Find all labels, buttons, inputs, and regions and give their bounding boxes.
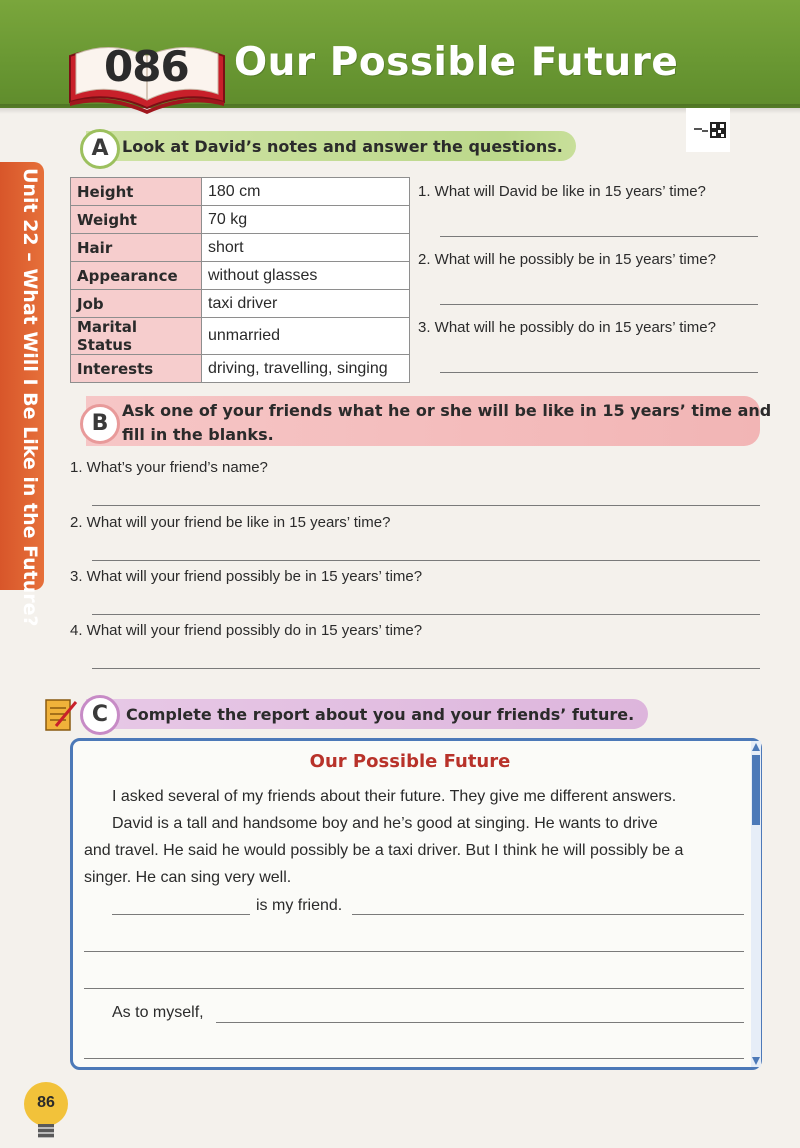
- answer-line[interactable]: [92, 560, 760, 561]
- table-row: [71, 318, 410, 355]
- section-b-question-4: 4. What will your friend possibly do in 15 years’ time?: [70, 622, 423, 639]
- table-row: [71, 234, 410, 262]
- qr-code-icon[interactable]: [686, 108, 730, 152]
- section-b-badge: B: [80, 404, 120, 444]
- answer-line[interactable]: [84, 951, 744, 952]
- answer-line[interactable]: [216, 1022, 744, 1023]
- table-value: short: [202, 234, 410, 262]
- table-key: Interests: [71, 355, 202, 383]
- answer-line[interactable]: [440, 236, 758, 237]
- report-friend-sentence: is my friend.: [256, 897, 343, 914]
- answer-line[interactable]: [92, 505, 760, 506]
- table-value: 70 kg: [202, 206, 410, 234]
- section-a-instruction: Look at David’s notes and answer the questions.: [122, 137, 563, 156]
- table-row: [71, 355, 410, 383]
- table-value: taxi driver: [202, 290, 410, 318]
- page-number: 86: [37, 1094, 55, 1111]
- answer-line[interactable]: [92, 614, 760, 615]
- report-as-to-myself: As to myself,: [112, 1004, 204, 1021]
- table-key: Job: [71, 290, 202, 318]
- david-notes-table: [70, 177, 410, 383]
- table-row: [71, 178, 410, 206]
- answer-line[interactable]: [92, 668, 760, 669]
- table-row: [71, 262, 410, 290]
- answer-line[interactable]: [84, 988, 744, 989]
- section-b-instruction-line-1: Ask one of your friends what he or she will be like in 15 years’ time and: [122, 401, 772, 420]
- table-value: 180 cm: [202, 178, 410, 206]
- table-value: without glasses: [202, 262, 410, 290]
- section-a-question-2: 2. What will he possibly be in 15 years’ time?: [418, 251, 716, 268]
- lesson-number: 086: [104, 42, 189, 91]
- answer-line[interactable]: [352, 914, 744, 915]
- table-key: Marital Status: [71, 318, 202, 355]
- section-c-instruction: Complete the report about you and your friends’ future.: [126, 705, 635, 724]
- report-scrollbar[interactable]: [751, 741, 761, 1067]
- bulb-base: [38, 1124, 54, 1138]
- table-key: Height: [71, 178, 202, 206]
- report-line-4: singer. He can sing very well.: [84, 869, 292, 886]
- table-row: [71, 206, 410, 234]
- table-row: [71, 290, 410, 318]
- page-title: Our Possible Future: [234, 40, 679, 85]
- answer-line[interactable]: [440, 372, 758, 373]
- section-b-question-2: 2. What will your friend be like in 15 years’ time?: [70, 514, 391, 531]
- section-c-badge: C: [80, 695, 120, 735]
- section-b-question-1: 1. What’s your friend’s name?: [70, 459, 268, 476]
- report-title: Our Possible Future: [309, 751, 511, 772]
- table-key: Hair: [71, 234, 202, 262]
- report-line-2: David is a tall and handsome boy and he’s good at singing. He wants to drive: [112, 815, 658, 832]
- table-value: unmarried: [202, 318, 410, 355]
- table-value: driving, travelling, singing: [202, 355, 410, 383]
- friend-name-blank[interactable]: [112, 914, 250, 915]
- section-b-question-3: 3. What will your friend possibly be in 15 years’ time?: [70, 568, 423, 585]
- section-a-question-3: 3. What will he possibly do in 15 years’ time?: [418, 319, 716, 336]
- table-key: Appearance: [71, 262, 202, 290]
- answer-line[interactable]: [440, 304, 758, 305]
- section-b-instruction-line-2: fill in the blanks.: [122, 425, 274, 444]
- section-a-question-1: 1. What will David be like in 15 years’ time?: [418, 183, 706, 200]
- section-a-badge: A: [80, 129, 120, 169]
- report-line-1: I asked several of my friends about their future. They give me different answers.: [112, 788, 677, 805]
- answer-line[interactable]: [84, 1058, 744, 1059]
- writing-notepad-icon: [44, 696, 78, 732]
- unit-side-label: Unit 22 – What Will I Be Like in the Future?: [19, 168, 41, 627]
- table-key: Weight: [71, 206, 202, 234]
- report-line-3: and travel. He said he would possibly be a taxi driver. But I think he will possibly be a: [84, 842, 684, 859]
